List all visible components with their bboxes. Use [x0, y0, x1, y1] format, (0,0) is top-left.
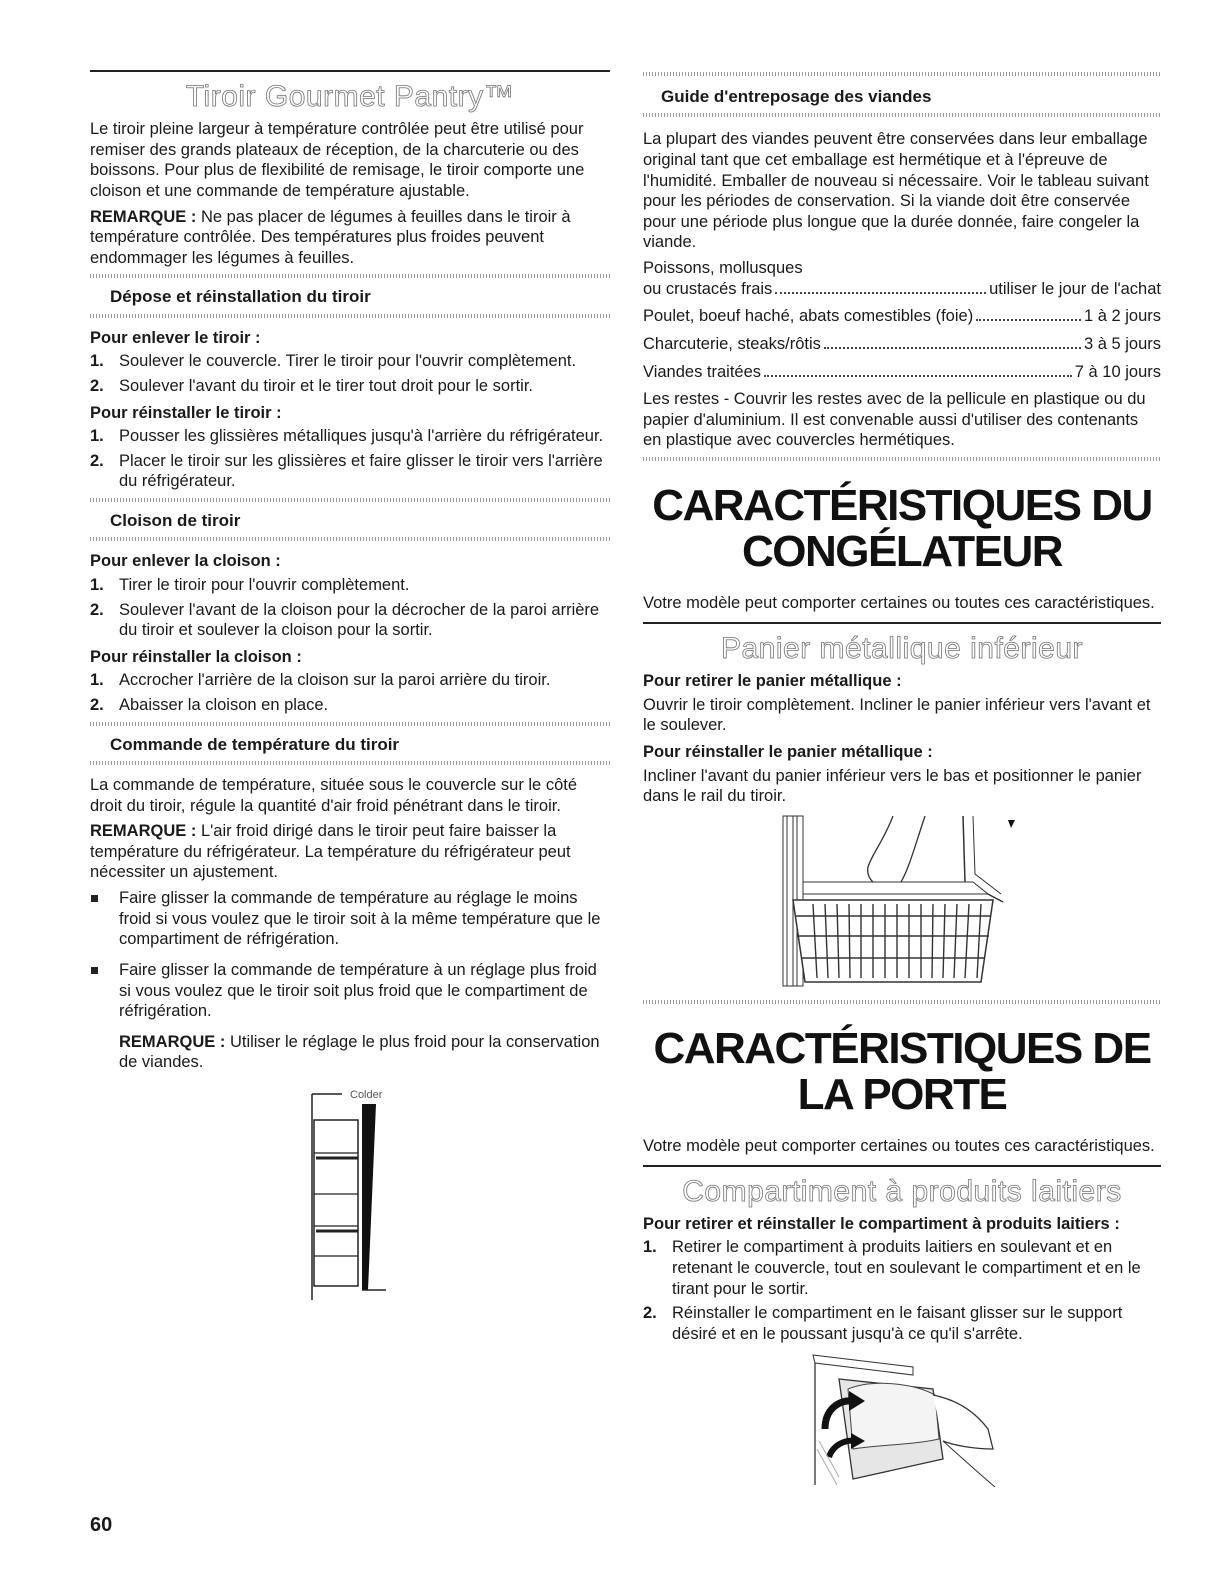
right-column [643, 70, 1161, 1489]
control-heading: Commande de température du tiroir [110, 734, 400, 754]
pantry-title: Tiroir Gourmet Pantry™ [185, 80, 515, 113]
list-item: 1. Retirer le compartiment à produits laitiers en soulevant et en retenant le couvercle, tout en soulevant le compartiment et en le tirant pour le sortir. [643, 1238, 1141, 1298]
control-heading-block [90, 722, 610, 765]
list-item: Faire glisser la commande de température au réglage le moins froid si vous voulez que le tiroir soit à la même température que le compartiment de réfrigération. [90, 888, 610, 950]
reinstall-divider-steps [90, 670, 610, 715]
left-column [90, 70, 610, 1318]
reinstall-drawer-label: Pour réinstaller le tiroir : [90, 403, 282, 422]
list-item: 2. Abaisser la cloison en place. [90, 696, 329, 714]
removal-heading: Dépose et réinstallation du tiroir [110, 287, 371, 307]
note-label: REMARQUE : [90, 207, 197, 226]
removal-heading-block [90, 274, 610, 317]
reinstall-divider-label: Pour réinstaller la cloison : [90, 647, 302, 666]
divider-heading: Cloison de tiroir [110, 511, 241, 530]
meat-heading: Guide d'entreposage des viandes [661, 87, 932, 106]
list-item: Faire glisser la commande de température à un réglage plus froid si vous voulez que le tiroir soit plus froid que le compartiment de réfrigération. [90, 960, 610, 1022]
reinstall-drawer-steps [90, 426, 610, 492]
remove-basket-label: Pour retirer le panier métallique : [643, 672, 902, 690]
remove-divider-steps [90, 575, 610, 641]
dairy-label: Pour retirer et réinstaller le compartiment à produits laitiers : [643, 1214, 1120, 1233]
pantry-note [90, 207, 610, 269]
meat-fish-line: Poissons, mollusques [643, 259, 803, 277]
list-item: 1. Soulever le couvercle. Tirer le tiroir pour l'ouvrir complètement. [90, 352, 577, 371]
dairy-title: Compartiment à produits laitiers [682, 1174, 1122, 1208]
divider-heading-block [90, 498, 610, 541]
pantry-intro: Le tiroir pleine largeur à température contrôlée peut être utilisé pour remiser des grands plateaux de réception, de la charcuterie ou des boissons. Pour plus de flexibilité de remisage, le tiroir comporte une cloison et une commande de température ajustable. [90, 120, 585, 200]
meat-intro: La plupart des viandes peuvent être conservées dans leur emballage original tant que cet emballage est hermétique et à l'épreuve de l'humidité. Emballer de nouveau si nécessaire. Voir le tableau suivant pour les périodes de conservation. Si la viande doit être conservée pour une période plus longue que la durée donnée, faire congeler la viande. [643, 130, 1149, 252]
list-item: 1. Pousser les glissières métalliques jusqu'à l'arrière du réfrigérateur. [90, 427, 604, 446]
freezer-title: CARACTÉRISTIQUES DU CONGÉLATEUR [652, 481, 1152, 577]
leftovers-text: Les restes - Couvrir les restes avec de la pellicule en plastique ou du papier d'aluminium. Il est convenable aussi d'utiliser des contenants en plastique avec couvercles hermétiques. [643, 390, 1146, 450]
dairy-steps [643, 1237, 1161, 1344]
list-item: 2. Soulever l'avant de la cloison pour la décrocher de la paroi arrière du tiroir et soulever la cloison pour la sortir. [90, 600, 600, 640]
table-row: Charcuterie, steaks/rôtis 3 à 5 jours [643, 334, 1161, 353]
dairy-compartment-illustration [643, 1349, 1161, 1489]
list-item: 1. Accrocher l'arrière de la cloison sur la paroi arrière du tiroir. [90, 671, 551, 690]
colder-label: Colder [350, 1089, 383, 1101]
remove-basket-text: Ouvrir le tiroir complètement. Incliner le panier inférieur vers l'avant et le soulever. [643, 695, 1151, 735]
door-intro: Votre modèle peut comporter certaines ou toutes ces caractéristiques. [643, 1137, 1155, 1156]
table-row: Viandes traitées 7 à 10 jours [643, 362, 1161, 381]
remove-divider-label: Pour enlever la cloison : [90, 552, 281, 571]
control-note: REMARQUE : L'air froid dirigé dans le tiroir peut faire baisser la température du réfrigérateur. La température du réfrigérateur peut nécessiter un ajustement. [90, 822, 571, 882]
page-number: 60 [90, 1514, 113, 1536]
section-rule [90, 70, 610, 72]
list-item: 2. Soulever l'avant du tiroir et le tirer tout droit pour le sortir. [90, 376, 534, 395]
wire-basket-illustration [643, 812, 1161, 992]
section-rule [643, 1165, 1161, 1167]
section-rule [643, 622, 1161, 624]
table-row: ou crustacés frais utiliser le jour de l'achat [643, 279, 1161, 298]
table-row: Poulet, boeuf haché, abats comestibles (foie) 1 à 2 jours [643, 307, 1161, 326]
control-note-2: REMARQUE : Utiliser le réglage le plus froid pour la conservation de viandes. [119, 1032, 600, 1072]
control-bullets [90, 888, 610, 1022]
note-text: Ne pas placer de légumes à feuilles dans le tiroir à température contrôlée. Des températures plus froides peuvent endommager les légumes à feuilles. [90, 207, 571, 267]
temperature-slider-figure [90, 1078, 610, 1318]
freezer-intro: Votre modèle peut comporter certaines ou toutes ces caractéristiques. [643, 594, 1155, 613]
door-title: CARACTÉRISTIQUES DE LA PORTE [653, 1023, 1151, 1119]
reinstall-basket-text: Incliner l'avant du panier inférieur vers le bas et positionner le panier dans le rail du tiroir. [643, 766, 1142, 806]
remove-drawer-steps [90, 351, 610, 396]
remove-drawer-label: Pour enlever le tiroir : [90, 328, 261, 347]
list-item: 2. Placer le tiroir sur les glissières et faire glisser le tiroir vers l'arrière du réfrigérateur. [90, 451, 603, 491]
reinstall-basket-label: Pour réinstaller le panier métallique : [643, 742, 933, 761]
control-text: La commande de température, située sous le couvercle sur le côté droit du tiroir, régule la quantité d'air froid pénétrant dans le tiroir. [90, 775, 578, 815]
list-item: 2. Réinstaller le compartiment en le faisant glisser sur le support désiré et en le poussant jusqu'à ce qu'il s'arrête. [643, 1304, 1123, 1343]
basket-title: Panier métallique inférieur [720, 632, 1083, 665]
list-item: 1. Tirer le tiroir pour l'ouvrir complètement. [90, 575, 410, 594]
